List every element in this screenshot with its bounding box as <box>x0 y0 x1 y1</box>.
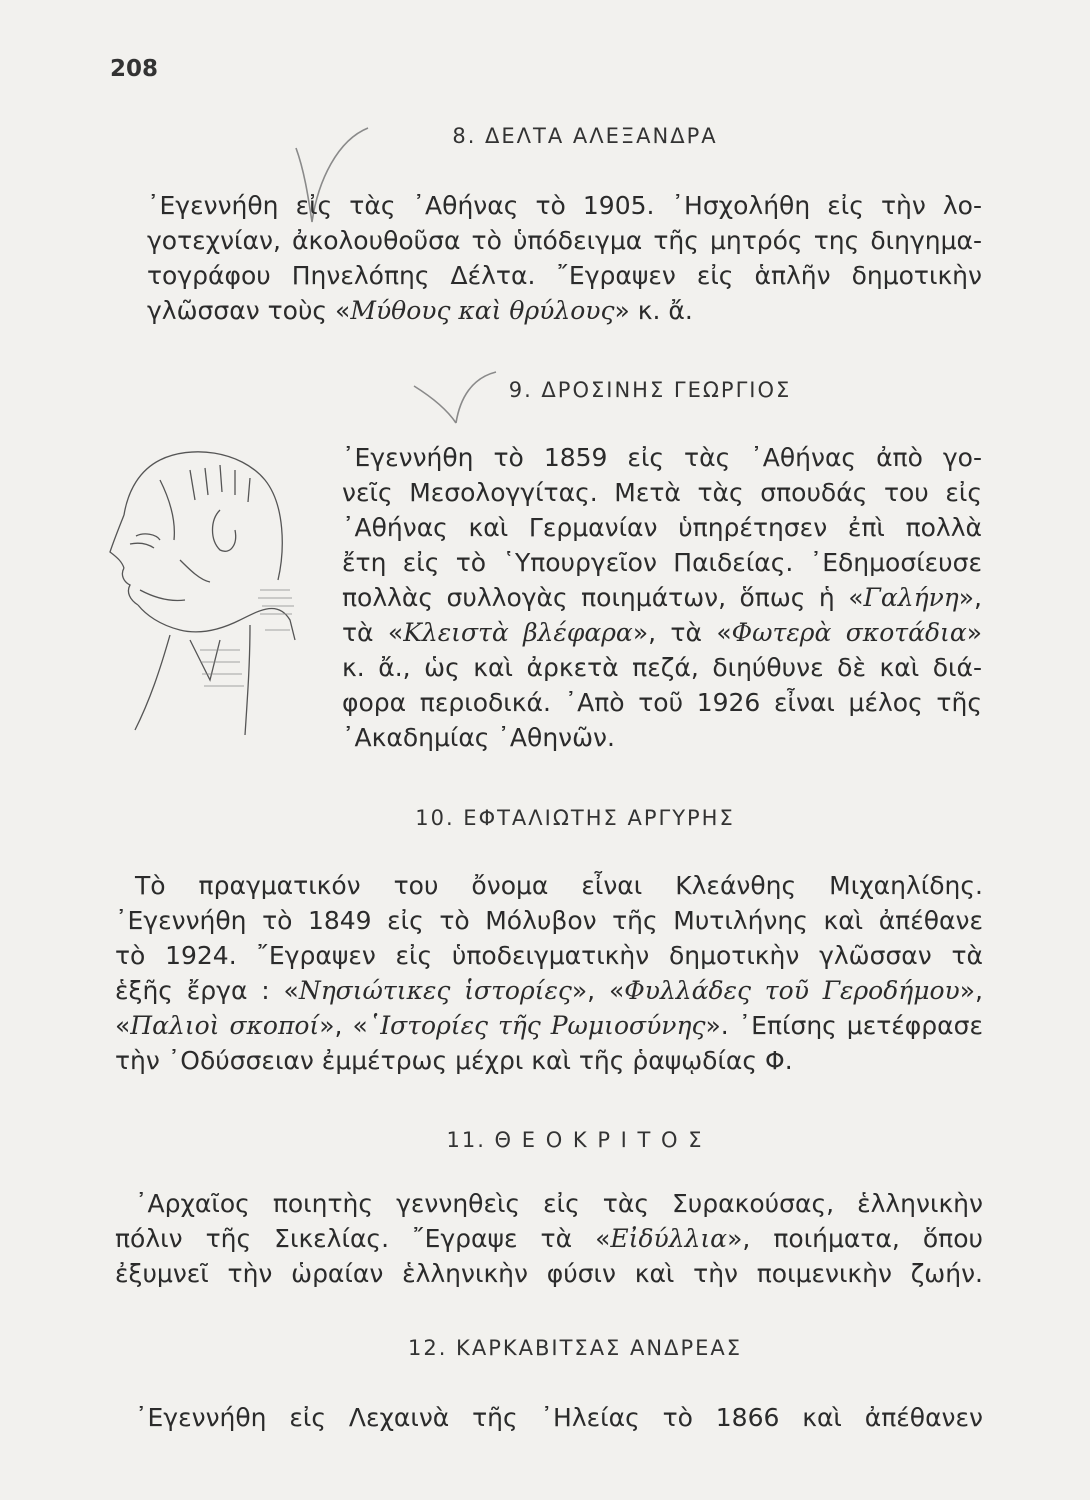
text-line: πολλὰς συλλογὰς ποιημάτων, ὅπως ἡ «Γαλήνη», <box>342 583 982 612</box>
text-line: τὴν ᾿Οδύσσειαν ἐμμέτρως μέχρι καὶ τῆς ῥαψῳδίας Φ. <box>115 1046 793 1075</box>
text-line: πόλιν τῆς Σικελίας. ῎Εγραψε τὰ «Εἰδύλλια», ποιήματα, ὅπου <box>115 1224 983 1253</box>
text-line: ᾿Ακαδημίας ᾿Αθηνῶν. <box>342 723 615 752</box>
entry-heading-drosinis: 9. ΔΡΟΣΙΝΗΣ ΓΕΩΡΓΙΟΣ <box>508 378 792 402</box>
entry-text-delta <box>147 188 982 328</box>
text-line: γλῶσσαν τοὺς «Μύθους καὶ θρύλους» κ. ἄ. <box>147 296 693 325</box>
text-line: ᾿Αθήνας καὶ Γερμανίαν ὑπηρέτησεν ἐπὶ πολλὰ <box>342 513 982 542</box>
entry-text-eftaliotis <box>115 868 983 1078</box>
text-line: γοτεχνίαν, ἀκολουθοῦσα τὸ ὑπόδειγμα τῆς μητρός της διηγημα- <box>147 226 982 255</box>
text-line: ἑξῆς ἔργα : «Νησιώτικες ἱστορίες», «Φυλλάδες τοῦ Γεροδήμου», <box>115 976 984 1005</box>
text-line: ἐξυμνεῖ τὴν ὡραίαν ἑλληνικὴν φύσιν καὶ τὴν ποιμενικὴν ζωήν. <box>115 1259 983 1288</box>
entry-text-theokritos <box>115 1186 983 1291</box>
text-line: τογράφου Πηνελόπης Δέλτα. ῎Εγραψεν εἰς ἁπλῆν δημοτικὴν <box>147 261 982 290</box>
text-line: κ. ἄ., ὡς καὶ ἀρκετὰ πεζά, διηύθυνε δὲ καὶ διά- <box>342 653 982 682</box>
text-line: ᾿Εγεννήθη τὸ 1859 εἰς τὰς ᾿Αθήνας ἀπὸ γο- <box>342 443 982 472</box>
text-line: ᾿Εγεννήθη εἰς Λεχαινὰ τῆς ᾿Ηλείας τὸ 1866 καὶ ἀπέθανεν <box>135 1403 983 1432</box>
text-line: ᾿Εγεννήθη εἰς τὰς ᾿Αθήνας τὸ 1905. ᾿Ησχολήθη εἰς τὴν λο- <box>147 191 982 220</box>
text-line: νεῖς Μεσολογγίτας. Μετὰ τὰς σπουδάς του εἰς <box>342 478 982 507</box>
text-line: ᾿Αρχαῖος ποιητὴς γεννηθεὶς εἰς τὰς Συρακούσας, ἑλληνικὴν <box>135 1189 983 1218</box>
text-line: ᾿Εγεννήθη τὸ 1849 εἰς τὸ Μόλυβον τῆς Μυτιλήνης καὶ ἀπέθανε <box>115 906 983 935</box>
entry-text-drosinis <box>342 440 982 755</box>
entry-text-karkavitsas <box>115 1400 983 1435</box>
portrait-sketch <box>100 440 300 740</box>
text-line: τὰ «Κλειστὰ βλέφαρα», τὰ «Φωτερὰ σκοτάδια» <box>342 618 983 647</box>
page-number: 208 <box>110 56 159 82</box>
text-line: Τὸ πραγματικόν του ὄνομα εἶναι Κλεάνθης Μιχαηλίδης. <box>135 871 983 900</box>
entry-heading-eftaliotis: 10. ΕΦΤΑΛΙΩΤΗΣ ΑΡΓΥΡΗΣ <box>415 806 735 830</box>
entry-heading-theokritos: 11. Θ Ε Ο Κ Ρ Ι Τ Ο Σ <box>446 1128 704 1152</box>
entry-heading-delta: 8. ΔΕΛΤΑ ΑΛΕΞΑΝΔΡΑ <box>452 124 718 148</box>
text-line: τὸ 1924. ῎Εγραψεν εἰς ὑποδειγματικὴν δημοτικὴν γλῶσσαν τὰ <box>115 941 983 970</box>
text-line: «Παλιοὶ σκοποί», «῾Ιστορίες τῆς Ρωμιοσύνης». ᾿Επίσης μετέφρασε <box>115 1011 983 1040</box>
entry-heading-karkavitsas: 12. ΚΑΡΚΑΒΙΤΣΑΣ ΑΝΔΡΕΑΣ <box>407 1336 743 1360</box>
text-line: ἔτη εἰς τὸ ῾Υπουργεῖον Παιδείας. ᾿Εδημοσίευσε <box>342 548 982 577</box>
text-line: φορα περιοδικά. ᾿Απὸ τοῦ 1926 εἶναι μέλος τῆς <box>342 688 982 717</box>
